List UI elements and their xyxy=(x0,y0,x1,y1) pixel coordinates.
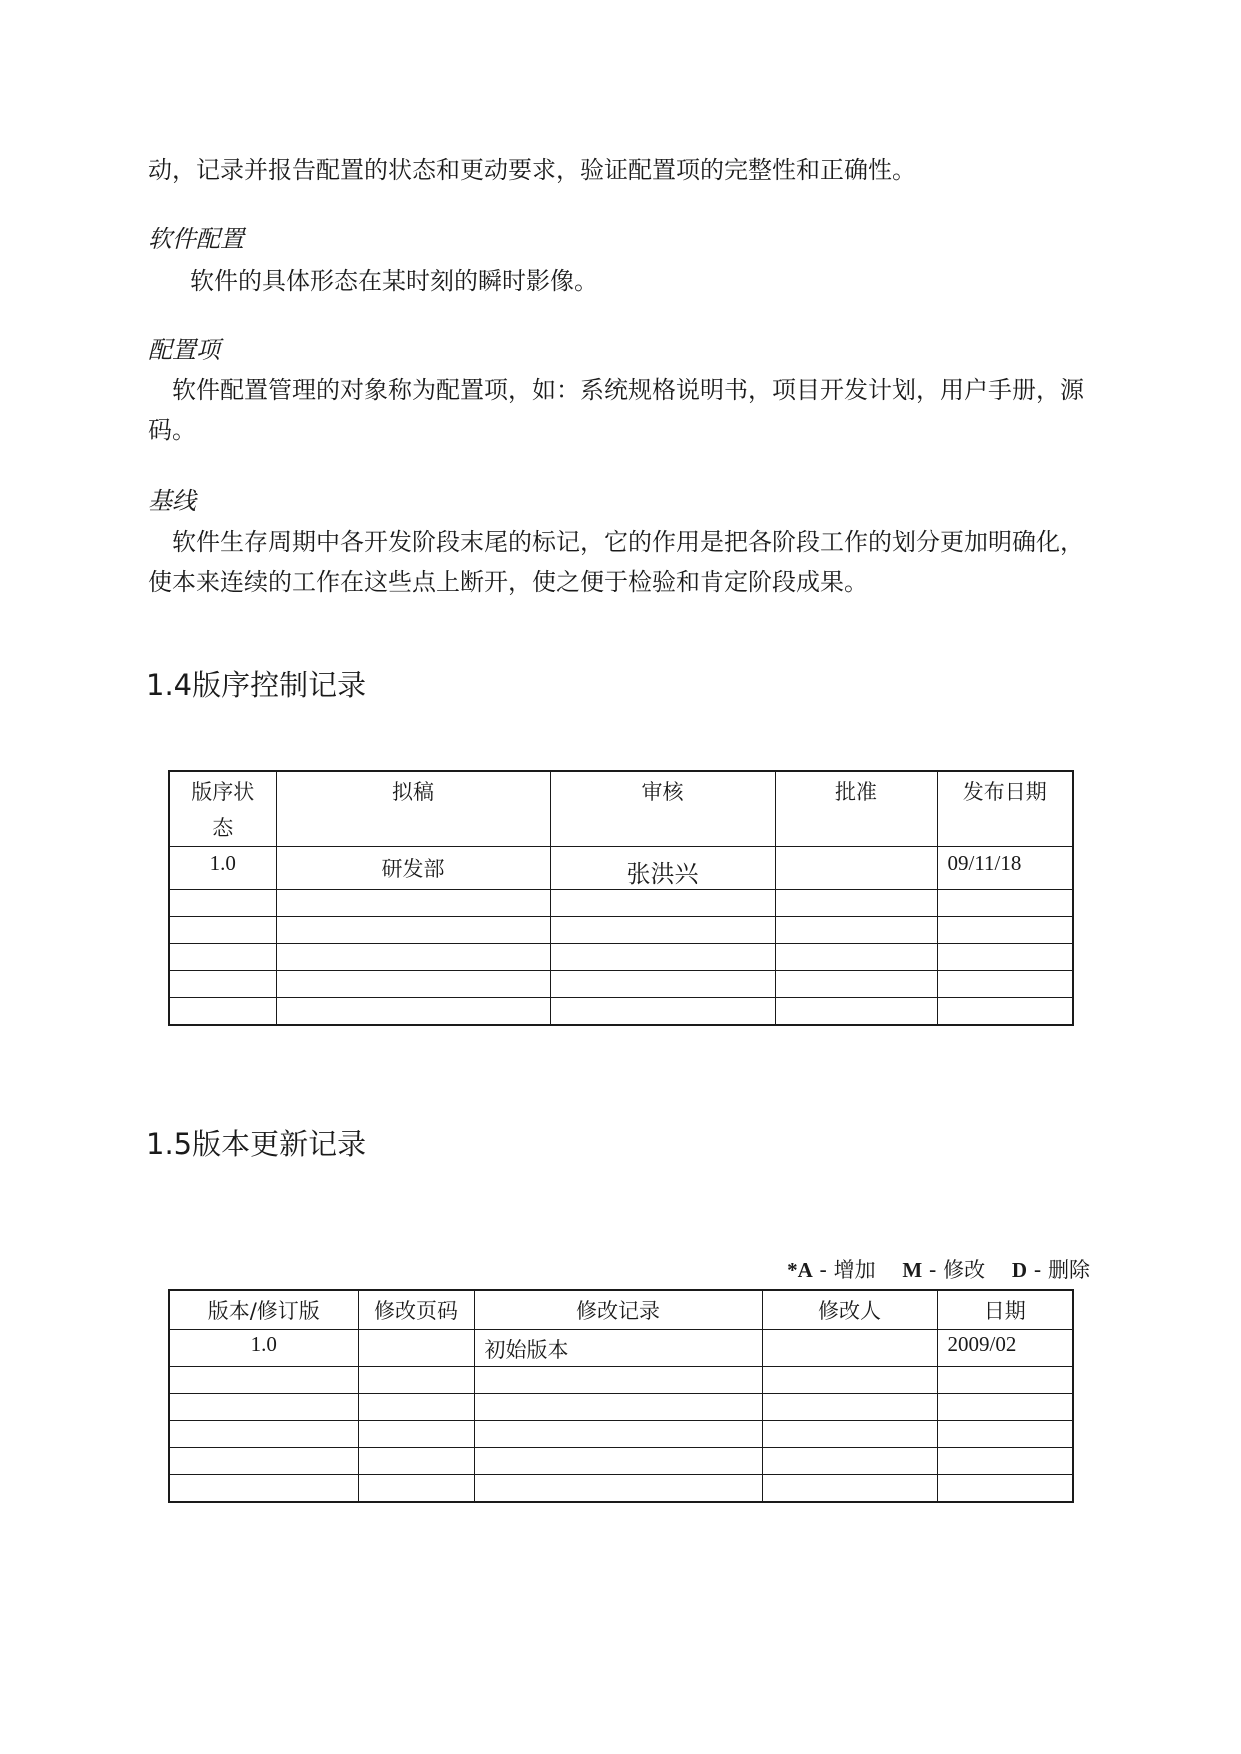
term-configuration-item: 配置项 xyxy=(148,336,220,364)
table-cell xyxy=(762,1394,937,1421)
table-cell xyxy=(937,971,1073,998)
definition-baseline: 软件生存周期中各开发阶段末尾的标记，它的作用是把各阶段工作的划分更加明确化，使本来连续的工作在这些点上断开，使之便于检验和肯定阶段成果。 xyxy=(148,528,1084,596)
table-cell xyxy=(474,1448,762,1475)
table-cell xyxy=(169,1367,358,1394)
table-cell xyxy=(474,1421,762,1448)
table-cell xyxy=(550,890,775,917)
table-cell xyxy=(775,847,937,890)
table-cell: 09/11/18 xyxy=(937,847,1073,890)
table-cell xyxy=(474,1367,762,1394)
definition-software-configuration: 软件的具体形态在某时刻的瞬时影像。 xyxy=(190,267,598,295)
table-cell xyxy=(276,998,550,1025)
header-cell: 修改页码 xyxy=(358,1290,474,1330)
table-cell xyxy=(169,1475,358,1502)
table-row xyxy=(169,1421,1073,1448)
table-cell xyxy=(937,1367,1073,1394)
table-cell xyxy=(550,917,775,944)
table-cell xyxy=(276,890,550,917)
table-cell xyxy=(358,1421,474,1448)
table-row xyxy=(169,890,1073,917)
legend-key-add: *A xyxy=(787,1258,813,1282)
table-cell xyxy=(775,917,937,944)
table-cell xyxy=(762,1448,937,1475)
header-cell: 日期 xyxy=(937,1290,1073,1330)
legend-label-add: - 增加 xyxy=(819,1258,876,1282)
table-cell xyxy=(358,1475,474,1502)
header-cell: 版序状态 xyxy=(169,771,276,847)
table-row xyxy=(169,1475,1073,1502)
table-row xyxy=(169,1394,1073,1421)
change-type-legend xyxy=(770,1253,1090,1287)
table-cell xyxy=(358,1448,474,1475)
heading-version-update-record: 1.5版本更新记录 xyxy=(146,1127,367,1161)
table-cell xyxy=(550,944,775,971)
table-cell xyxy=(550,971,775,998)
table-cell xyxy=(474,1475,762,1502)
table-cell xyxy=(358,1330,474,1367)
table-cell: 1.0 xyxy=(169,847,276,890)
table-cell xyxy=(775,998,937,1025)
table-cell xyxy=(937,998,1073,1025)
table-cell: 初始版本 xyxy=(474,1330,762,1367)
table-cell xyxy=(937,1475,1073,1502)
legend-key-modify: M xyxy=(902,1258,923,1282)
header-cell: 修改人 xyxy=(762,1290,937,1330)
table-cell xyxy=(169,944,276,971)
definition-configuration-item: 软件配置管理的对象称为配置项，如：系统规格说明书，项目开发计划，用户手册，源码。 xyxy=(148,376,1084,444)
table-cell xyxy=(358,1394,474,1421)
table-cell xyxy=(169,890,276,917)
table-cell xyxy=(775,944,937,971)
legend-label-delete: - 删除 xyxy=(1033,1258,1090,1282)
table-cell xyxy=(474,1394,762,1421)
table-cell xyxy=(762,1330,937,1367)
version-update-table xyxy=(168,1289,1074,1503)
table-cell xyxy=(762,1421,937,1448)
term-software-configuration: 软件配置 xyxy=(148,225,244,253)
table-cell xyxy=(169,971,276,998)
table-cell xyxy=(550,998,775,1025)
heading-version-control-record: 1.4版序控制记录 xyxy=(146,668,367,702)
table-cell: 1.0 xyxy=(169,1330,358,1367)
table-cell xyxy=(762,1367,937,1394)
legend-label-modify: - 修改 xyxy=(928,1258,986,1282)
header-cell: 批准 xyxy=(775,771,937,847)
term-baseline: 基线 xyxy=(148,487,196,515)
table-cell: 张洪兴 xyxy=(550,847,775,890)
table-cell xyxy=(762,1475,937,1502)
table-cell xyxy=(169,917,276,944)
table-cell xyxy=(937,1421,1073,1448)
header-cell: 拟稿 xyxy=(276,771,550,847)
table-row xyxy=(169,944,1073,971)
table-cell xyxy=(775,971,937,998)
table-cell: 研发部 xyxy=(276,847,550,890)
legend-key-delete: D xyxy=(1011,1258,1028,1282)
table-header-row xyxy=(169,1290,1073,1330)
table-cell xyxy=(937,1448,1073,1475)
table-cell xyxy=(169,1421,358,1448)
table-row xyxy=(169,1330,1073,1367)
header-cell: 版本/修订版 xyxy=(169,1290,358,1330)
table-cell xyxy=(276,917,550,944)
table-cell xyxy=(937,917,1073,944)
table-cell xyxy=(358,1367,474,1394)
table-row xyxy=(169,847,1073,890)
table-cell xyxy=(276,944,550,971)
table-row xyxy=(169,971,1073,998)
table-row xyxy=(169,917,1073,944)
table-cell xyxy=(276,971,550,998)
header-cell: 修改记录 xyxy=(474,1290,762,1330)
table-cell xyxy=(775,890,937,917)
table-row xyxy=(169,1367,1073,1394)
table-cell xyxy=(937,944,1073,971)
table-cell: 2009/02 xyxy=(937,1330,1073,1367)
table-cell xyxy=(169,998,276,1025)
table-cell xyxy=(169,1448,358,1475)
table-header-row xyxy=(169,771,1073,847)
header-cell: 审核 xyxy=(550,771,775,847)
version-control-table xyxy=(168,770,1074,1026)
table-cell xyxy=(169,1394,358,1421)
table-cell xyxy=(937,1394,1073,1421)
header-cell: 发布日期 xyxy=(937,771,1073,847)
table-row xyxy=(169,998,1073,1025)
table-row xyxy=(169,1448,1073,1475)
table-cell xyxy=(937,890,1073,917)
intro-paragraph: 动，记录并报告配置的状态和更动要求，验证配置项的完整性和正确性。 xyxy=(148,156,916,184)
